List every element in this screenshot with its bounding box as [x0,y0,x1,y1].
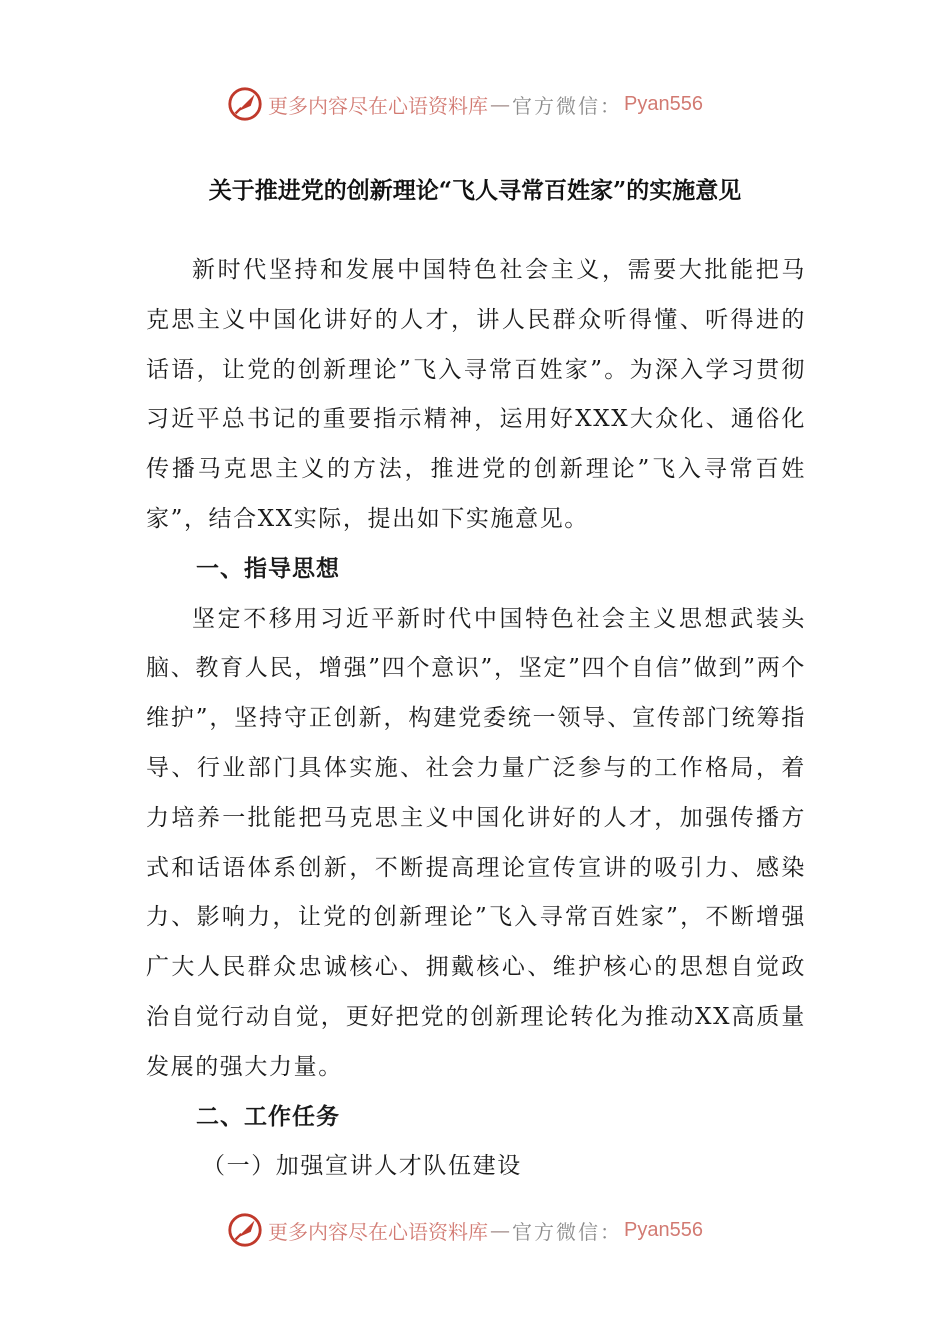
watermark-wechat-id: Pyan556 [624,92,703,115]
watermark-dash: — [490,1218,510,1242]
header-watermark [226,84,703,124]
watermark-brand-text: 更多内容尽在心语资料库 [268,93,488,118]
quill-logo-icon [226,1211,264,1249]
watermark-brand-text: 更多内容尽在心语资料库 [268,1219,488,1244]
quill-logo-icon [226,85,264,123]
guiding-thought-paragraph: 坚定不移用习近平新时代中国特色社会主义思想武装头脑、教育人民，增强”四个意识”，坚定”四个自信”做到”两个维护”，坚持守正创新，构建党委统一领导、宣传部门统筹指导、行业部门具体实施、社会力量广泛参与的工作格局，着力培养一批能把马克思主义中国化讲好的人才，加强传播方式和话语体系创新，不断提高理论宣传宣讲的吸引力、感染力、影响力，让党的创新理论”飞入寻常百姓家”，不断增强广大人民群众忠诚核心、拥戴核心、维护核心的思想自觉政治自觉行动自觉，更好把党的创新理论转化为推动XX高质量发展的强大力量。 [146,605,806,1080]
footer-watermark [226,1210,703,1250]
section-heading-work-tasks: 二、工作任务 [196,1103,340,1130]
watermark-label: 官方微信： [512,93,622,118]
document-body [146,246,806,1192]
section-heading-guiding-thought: 一、指导思想 [196,555,340,582]
intro-paragraph: 新时代坚持和发展中国特色社会主义，需要大批能把马克思主义中国化讲好的人才，讲人民群众听得懂、听得进的话语，让党的创新理论”飞入寻常百姓家”。为深入学习贯彻习近平总书记的重要指示精神，运用好XXX大众化、通俗化传播马克思主义的方法，推进党的创新理论”飞入寻常百姓家”，结合XX实际，提出如下实施意见。 [146,257,806,532]
watermark-label: 官方微信： [512,1219,622,1244]
watermark-dash: — [490,92,510,116]
document-title: 关于推进党的创新理论“飞人寻常百姓家”的实施意见 [208,177,742,204]
subsection-heading-talent-team: （一）加强宣讲人才队伍建设 [202,1153,522,1180]
watermark-wechat-id: Pyan556 [624,1218,703,1241]
